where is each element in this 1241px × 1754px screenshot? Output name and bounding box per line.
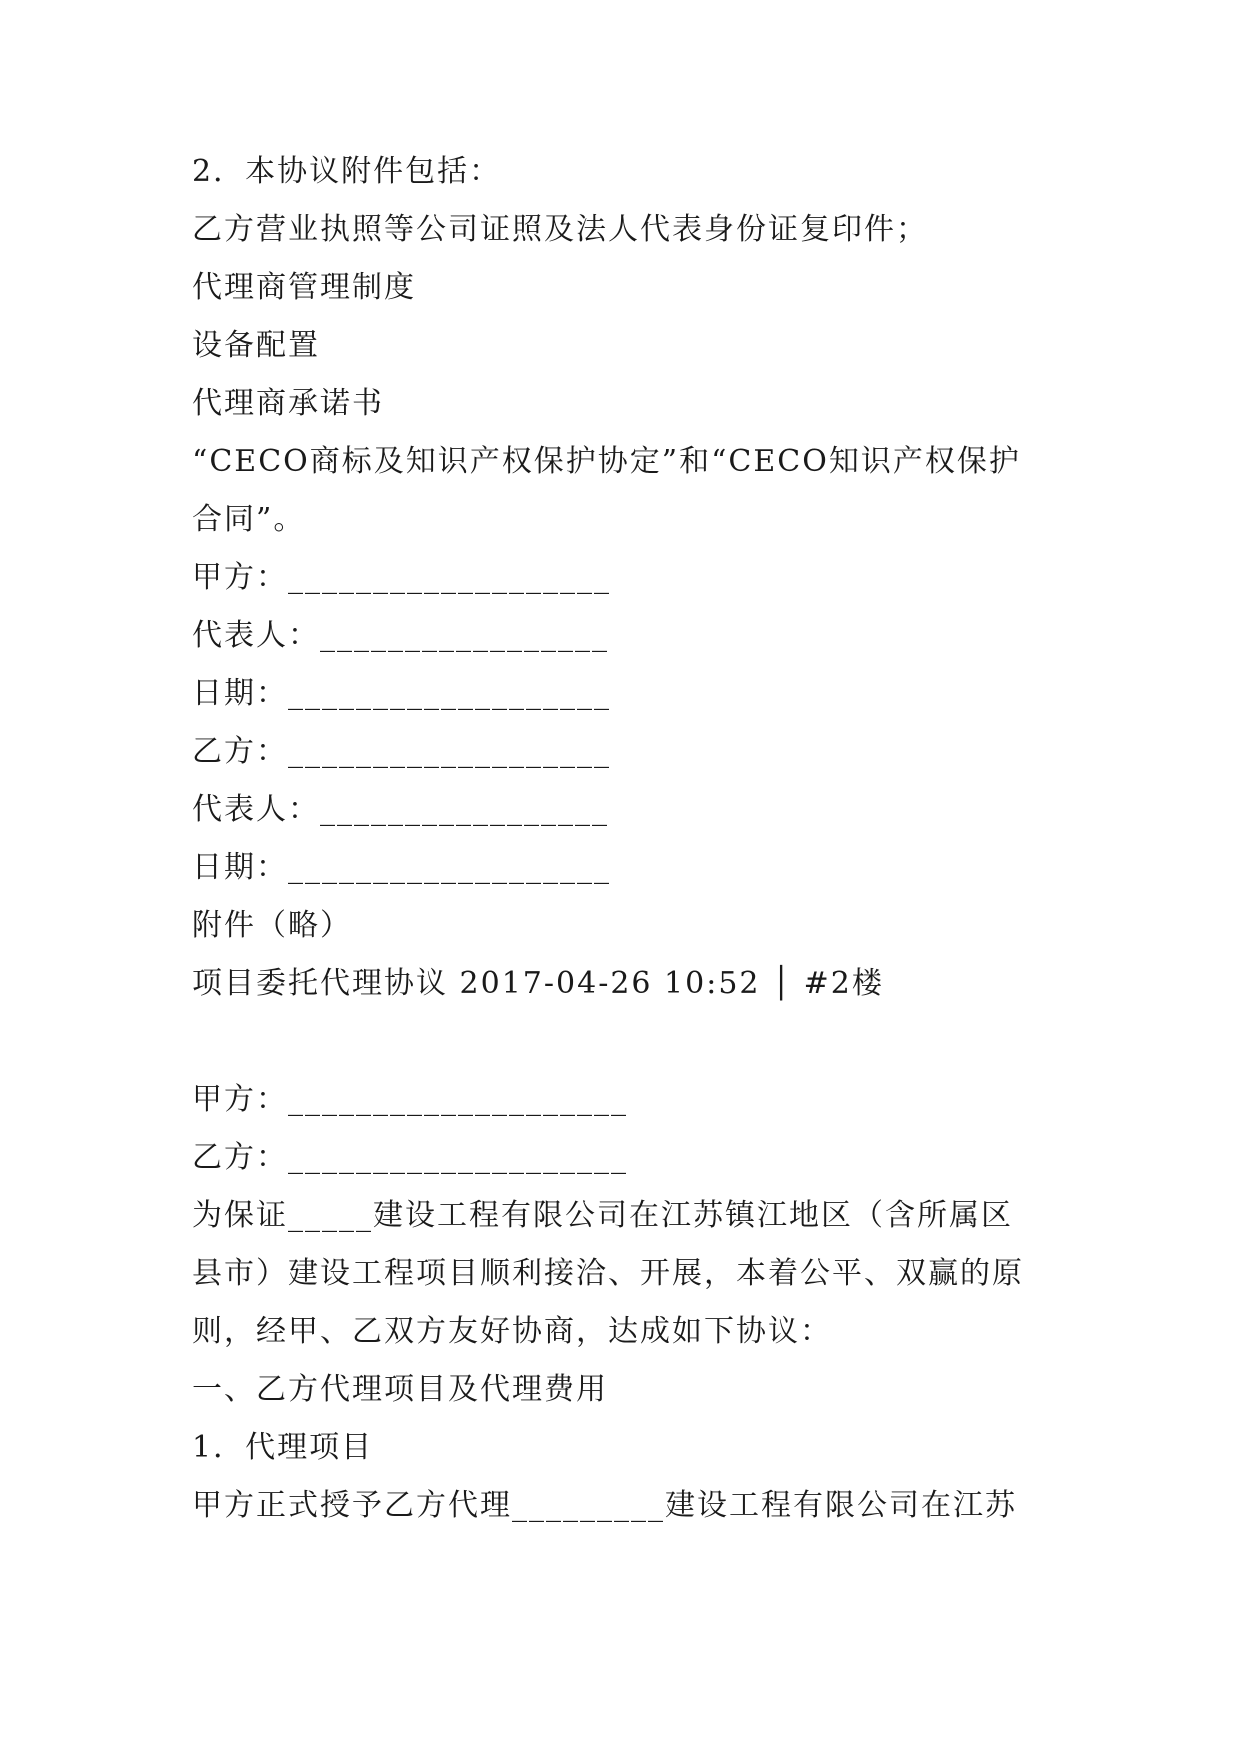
party-b-date-line: 日期：___________________ [192,850,611,885]
attachment-item-license: 乙方营业执照等公司证照及法人代表身份证复印件； [192,212,928,247]
attachment-item-commitment: 代理商承诺书 [192,386,384,421]
body-line-authorization: 甲方正式授予乙方代理_________建设工程有限公司在江苏 [192,1488,1017,1523]
party-a-field: 甲方：____________________ [192,1082,628,1117]
preamble-line-3: 则，经甲、乙双方友好协商，达成如下协议： [192,1314,832,1349]
party-a-representative-line: 代表人：_________________ [192,618,609,653]
party-a-signature-line: 甲方：___________________ [192,560,611,595]
subsection-1-heading: 1．代理项目 [192,1430,374,1465]
attachment-omitted: 附件（略） [192,908,352,943]
attachments-heading: 2．本协议附件包括： [192,154,502,189]
party-b-field: 乙方：____________________ [192,1140,628,1175]
attachment-item-equipment: 设备配置 [192,328,320,363]
preamble-line-2: 县市）建设工程项目顺利接洽、开展，本着公平、双赢的原 [192,1256,1024,1291]
attachment-item-trademark: “CECO商标及知识产权保护协定”和“CECO知识产权保护 [192,444,1021,479]
section-1-heading: 一、乙方代理项目及代理费用 [192,1372,608,1407]
preamble-line-1: 为保证_____建设工程有限公司在江苏镇江地区（含所属区 [192,1198,1013,1233]
party-b-signature-line: 乙方：___________________ [192,734,611,769]
attachment-item-trademark-cont: 合同”。 [192,502,306,537]
party-a-date-line: 日期：___________________ [192,676,611,711]
attachment-item-management: 代理商管理制度 [192,270,416,305]
party-b-representative-line: 代表人：_________________ [192,792,609,827]
second-post-header: 项目委托代理协议 2017-04-26 10:52 │ #2楼 [192,966,884,1001]
